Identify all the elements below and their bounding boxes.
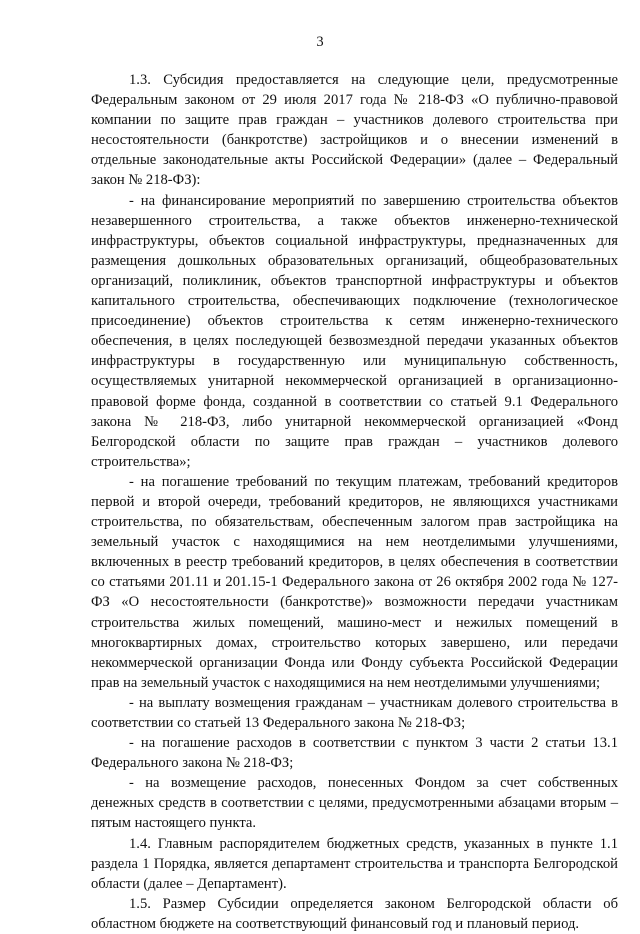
list-item-creditor-claims: - на погашение требований по текущим платежам, требований кредиторов первой и второй очереди, требований кредиторов, не являющихся участниками строительства, по обязательствам, обеспеченным залогом прав застройщика на земельный участок с находящимися на нем неотделимыми улучшениями, включенных в реестр требований кредиторов, в целях обеспечения в соответствии со статьями 201.11 и 201.15-1 Федерального закона от 26 октября 2002 года № 127-ФЗ «О несостоятельности (банкротстве)» возможности передачи участникам строительства жилых помещений, машино-мест и нежилых помещений в многоквартирных домах, строительство которых завершено, или передачи некоммерческой организации Фонда или Фонду субъекта Российской Федерации прав на земельный участок с находящимися на нем неотделимыми улучшениями; bbox=[91, 473, 618, 691]
document-body bbox=[91, 70, 618, 934]
list-item-expenses: - на погашение расходов в соответствии с пунктом 3 части 2 статьи 13.1 Федерального закона № 218-ФЗ; bbox=[91, 735, 618, 772]
paragraph-1-3: 1.3. Субсидия предоставляется на следующие цели, предусмотренные Федеральным законом от 29 июля 2017 года № 218-ФЗ «О публично-правовой компании по защите прав граждан – участников долевого строительства при несостоятельности (банкротстве) застройщиков и о внесении изменений в отдельные законодательные акты Российской Федерации» (далее – Федеральный закон № 218-ФЗ): bbox=[91, 72, 618, 189]
list-item-compensation: - на выплату возмещения гражданам – участникам долевого строительства в соответствии со статьей 13 Федерального закона № 218-ФЗ; bbox=[91, 694, 618, 731]
page-number: 3 bbox=[316, 34, 324, 50]
list-item-reimbursement: - на возмещение расходов, понесенных Фондом за счет собственных денежных средств в соответствии с целями, предусмотренными абзацами вторым – пятым настоящего пункта. bbox=[91, 775, 618, 832]
list-item-financing: - на финансирование мероприятий по завершению строительства объектов незавершенного строительства, а также объектов инженерно-технической инфраструктуры, объектов социальной инфраструктуры, предназначенных для размещения дошкольных образовательных организаций, общеобразовательных организаций, поликлиник, объектов транспортной инфраструктуры и объектов капитального строительства, обеспечивающих подключение (технологическое присоединение) объектов строительства к сетям инженерно-технического обеспечения, в целях последующей безвозмездной передачи указанных объектов инфраструктуры в государственную или муниципальную собственность, осуществляемых унитарной некоммерческой организацией в организационно-правовой форме фонда, созданной в соответствии со статьей 9.1 Федерального закона № 218-ФЗ, либо унитарной некоммерческой организацией «Фонд Белгородской области по защите прав граждан – участников долевого строительства»; bbox=[91, 192, 618, 470]
paragraph-1-4: 1.4. Главным распорядителем бюджетных средств, указанных в пункте 1.1 раздела 1 Порядка, является департамент строительства и транспорта Белгородской области (далее – Департамент). bbox=[91, 835, 618, 892]
paragraph-1-5: 1.5. Размер Субсидии определяется законом Белгородской области об областном бюджете на соответствующий финансовый год и плановый период. bbox=[91, 895, 618, 932]
